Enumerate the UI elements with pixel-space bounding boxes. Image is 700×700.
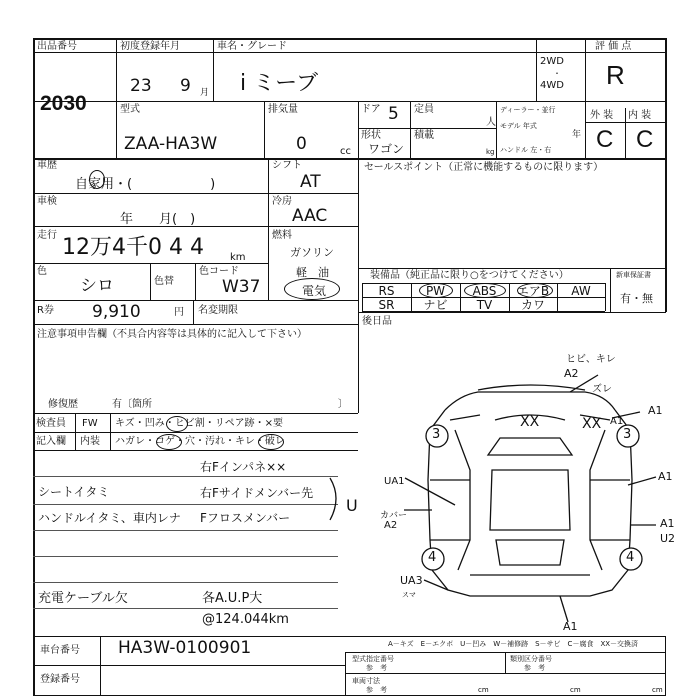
mark-a1-right-front: A1 [648, 404, 663, 417]
history-value: 自家用・( ) [75, 177, 216, 192]
damage-legend: A－キズ E－エクボ U－凹み W－補修跡 S－サビ C－腐食 XX－交換済 [388, 640, 639, 648]
fuel-electric: 電気 [302, 284, 327, 298]
inspector-label: 検査員 [36, 418, 66, 429]
equipment-label: 装備品（純正品に限り○をつけてください） [370, 270, 569, 281]
handle-label: ハンドル 左・右 [500, 146, 552, 154]
class-number-label: 類別区分番号 [510, 655, 552, 663]
note-side-member: 右Fサイドメンバー先 [200, 486, 314, 500]
equip-navi: ナビ [423, 298, 448, 312]
fuel-label: 燃料 [272, 230, 292, 241]
grade-label: 評 価 点 [595, 41, 632, 52]
wheel-label-rear-left: 4 [428, 550, 437, 565]
cc-unit: cc [340, 146, 351, 157]
cm-unit-2: cm [570, 686, 581, 694]
fuel-diesel: 軽 油 [296, 266, 329, 279]
lot-number-label: 出品番号 [37, 41, 77, 52]
inspection-label: 車検 [37, 196, 57, 207]
mark-ua1: UA1 [384, 476, 405, 487]
ac-label: 冷房 [272, 196, 292, 207]
model-year-label: モデル 年式 [500, 122, 537, 130]
mark-xx-hood: XX [520, 414, 540, 430]
color-code-label: 色コード [199, 266, 239, 277]
model-value: ZAA-HA3W [124, 134, 218, 154]
mark-a1-fender: A1 [610, 416, 624, 427]
dealer-label: ディーラー・並行 [500, 106, 556, 114]
drive-2wd: 2WD [540, 56, 564, 67]
load-label: 積載 [414, 130, 434, 141]
registration-label: 登録番号 [40, 674, 80, 685]
type-cert-ref: 参 考 [366, 664, 387, 672]
mark-a1-right-rear: A1 [660, 517, 675, 530]
grade-value: R [606, 60, 625, 90]
interior-grade: C [636, 126, 654, 153]
mark-small: スマ [402, 591, 416, 599]
color-change-label: 色替 [154, 276, 174, 287]
inspection-value: 年 月( ) [120, 212, 196, 227]
legend-row-2: ハガレ・コゲ・穴・汚れ・キレ・破レ [115, 436, 285, 447]
shape-value: ワゴン [368, 142, 405, 156]
car-name-label: 車名・グレード [217, 41, 287, 52]
note-right-panel: 右Fインパネ×× [200, 460, 287, 474]
equip-rs: RS [378, 284, 395, 298]
color-code-value: W37 [222, 277, 261, 297]
equip-pw: PW [425, 284, 446, 298]
cm-unit-3: cm [652, 686, 663, 694]
note-aup: 各A.U.P大 [202, 591, 263, 606]
first-registration-month: 9 [180, 76, 191, 96]
equip-aw: AW [571, 284, 591, 298]
mark-cover: カバー [380, 511, 408, 521]
rear-items-label: 後日品 [362, 316, 392, 327]
history-label: 車歴 [37, 160, 57, 171]
new-car-warranty-value: 有・無 [620, 292, 653, 305]
note-mileage: @124.044km [202, 612, 289, 627]
ac-value: AAC [292, 206, 328, 226]
shift-value: AT [300, 172, 321, 192]
mark-crack: ヒビ、キレ [566, 354, 616, 365]
mileage-value: 12万4千0 4 4 [62, 235, 204, 260]
equip-airbag: エアB [516, 284, 550, 298]
doors-value: 5 [388, 104, 399, 124]
recycle-label: R券 [37, 305, 54, 316]
note-charge-cable: 充電ケーブル欠 [38, 591, 128, 606]
wheel-label-rear-right: 4 [626, 550, 635, 565]
equip-sr: SR [378, 298, 395, 312]
note-cross-member: Fフロスメンバー [200, 511, 291, 525]
note-handle-wear: ハンドルイタミ、車内レナ [38, 511, 181, 525]
legend-row-1: キズ・凹み・ヒビ割・リペア跡・×要 [115, 418, 283, 429]
wheel-label-front-left: 3 [432, 427, 441, 442]
mark-a1-right-door: A1 [658, 470, 673, 483]
exterior-label: 外 装 [590, 110, 614, 121]
dimensions-ref: 参 考 [366, 686, 387, 694]
repair-history-label: 修復歴 [48, 399, 78, 410]
wheel-label-front-right: 3 [623, 427, 632, 442]
recorder-label: 記入欄 [36, 436, 66, 447]
shift-label: シフト [272, 160, 302, 171]
mark-xx-fender: XX [582, 416, 602, 432]
year-unit: 年 [572, 130, 582, 140]
exterior-grade: C [596, 126, 614, 153]
person-unit: 人 [486, 117, 496, 128]
caution-label: 注意事項申告欄（不具合内容等は具体的に記入して下さい） [37, 329, 307, 340]
fw-label: FW [82, 418, 98, 429]
capacity-label: 定員 [414, 104, 434, 115]
car-name: i ミーブ [240, 71, 319, 96]
cm-unit-1: cm [478, 686, 489, 694]
repair-history-value: 有〔箇所 [112, 399, 152, 410]
lot-number: 2030 [40, 92, 87, 115]
note-u-mark: U [346, 496, 358, 515]
kg-unit: kg [486, 148, 495, 156]
mileage-label: 走行 [37, 230, 57, 241]
chassis-number: HA3W-0100901 [118, 638, 252, 658]
sales-point-label: セールスポイント（正常に機能するものに限ります） [364, 162, 604, 173]
yen-unit: 円 [174, 307, 184, 318]
dimensions-label: 車両寸法 [352, 677, 380, 685]
displacement-label: 排気量 [268, 104, 298, 115]
equip-tv: TV [476, 298, 493, 312]
interior-label: 内 装 [628, 110, 652, 121]
mark-misalign: ズレ [592, 384, 612, 395]
mark-a2-left: A2 [384, 520, 398, 531]
note-seat-wear: シートイタミ [38, 485, 110, 499]
equip-leather: カワ [520, 298, 545, 312]
fuel-gasoline: ガソリン [290, 246, 334, 259]
model-label: 型式 [120, 104, 140, 115]
class-number-ref: 参 考 [524, 664, 545, 672]
color-label: 色 [37, 266, 47, 277]
new-car-warranty-label: 新車保証書 [616, 271, 651, 279]
chassis-label: 車台番号 [40, 645, 80, 656]
type-cert-label: 型式指定番号 [352, 655, 394, 663]
mark-a2-top: A2 [564, 367, 579, 380]
name-change-deadline-label: 名変期限 [198, 305, 238, 316]
km-unit: km [230, 252, 246, 263]
repair-history-close: 〕 [338, 399, 348, 410]
first-registration-label: 初度登録年月 [120, 41, 180, 52]
shape-label: 形状 [361, 130, 381, 141]
color-value: シロ [80, 276, 114, 296]
drive-separator: ・ [553, 69, 561, 78]
mark-ua3: UA3 [400, 574, 423, 587]
interior-box-label: 内装 [80, 436, 100, 447]
first-registration-year: 23 [130, 76, 152, 96]
month-unit: 月 [200, 88, 210, 98]
equip-abs: ABS [472, 284, 497, 298]
recycle-value: 9,910 [92, 302, 141, 322]
mark-u2: U2 [660, 532, 676, 545]
drive-4wd: 4WD [540, 80, 564, 91]
displacement-value: 0 [296, 134, 307, 154]
mark-a1-rear: A1 [563, 620, 578, 633]
doors-label: ドア [361, 104, 381, 115]
